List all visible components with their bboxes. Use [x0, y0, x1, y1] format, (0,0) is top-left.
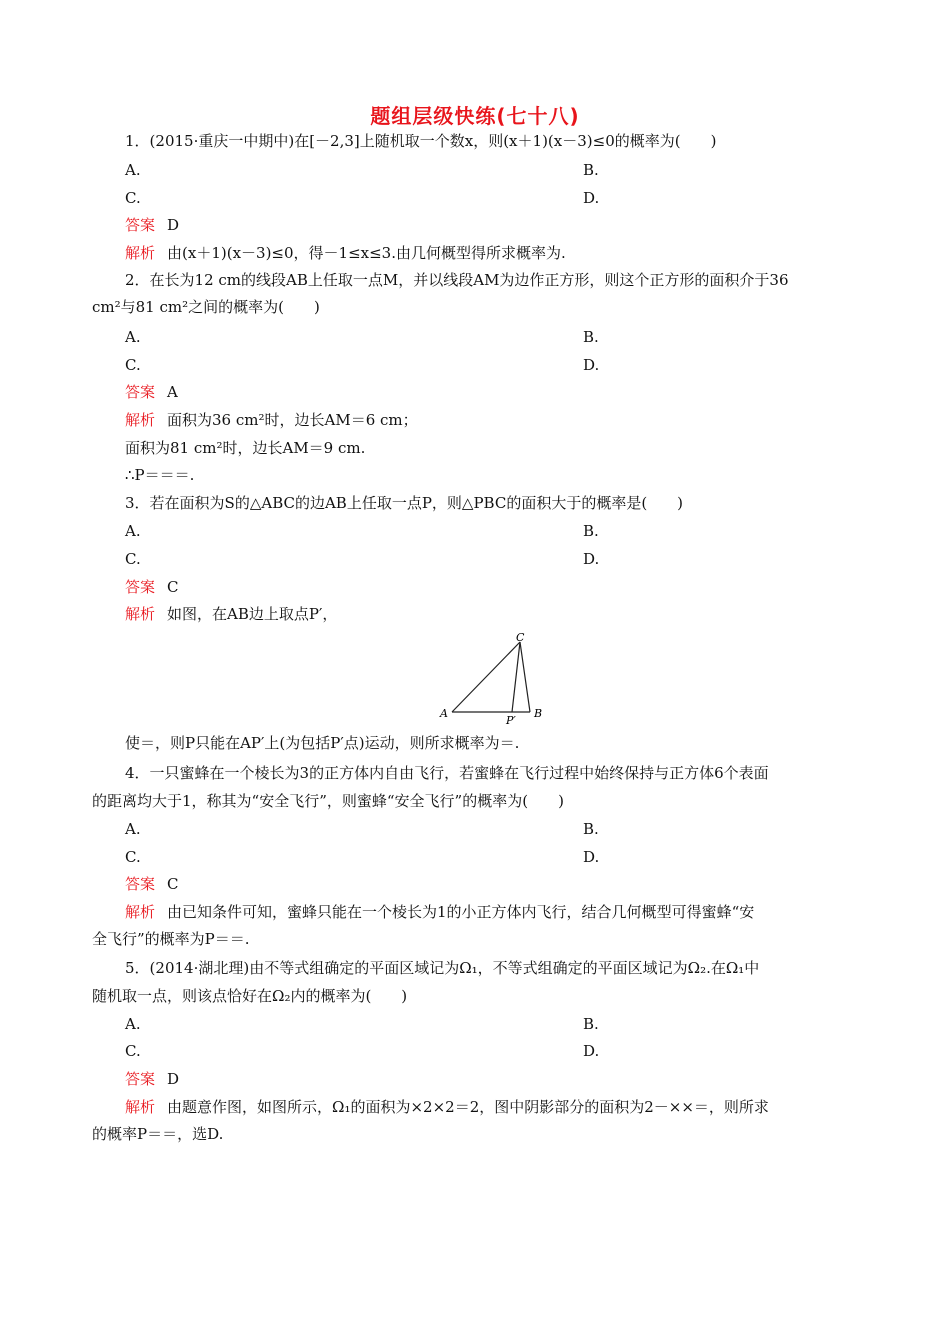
- question-5-stem-line1: 5．(2014·湖北理)由不等式组确定的平面区域记为Ω₁，不等式组确定的平面区域记为Ω₂.在Ω₁中: [125, 959, 760, 977]
- q3-options-cd: [125, 549, 600, 569]
- q2-answer: [125, 382, 178, 402]
- q2-solution-line2: 面积为81 cm²时，边长AM＝9 cm.: [125, 439, 366, 457]
- q4-answer-value: C: [167, 875, 179, 893]
- q1-option-b: B.: [583, 161, 599, 179]
- q5-solution-text-1: 由题意作图，如图所示，Ω₁的面积为×2×2＝2，图中阴影部分的面积为2－××＝，则所求: [167, 1098, 769, 1116]
- answer-label: 答案: [125, 875, 156, 893]
- answer-label: 答案: [125, 1070, 156, 1088]
- q2-option-a: A.: [125, 328, 141, 346]
- q1-option-c: C.: [125, 189, 141, 207]
- q2-options-cd: [125, 355, 600, 375]
- q1-option-a: A.: [125, 161, 141, 179]
- q5-options-ab: [125, 1014, 599, 1034]
- q2-answer-value: A: [167, 383, 178, 401]
- question-2-stem-line1: 2．在长为12 cm的线段AB上任取一点M，并以线段AM为边作正方形，则这个正方形的面积介于36: [125, 271, 789, 289]
- question-4-stem-line2: 的距离均大于1，称其为“安全飞行”，则蜜蜂“安全飞行”的概率为( ): [92, 792, 564, 810]
- label-b: B: [534, 707, 543, 720]
- q1-answer: [125, 215, 179, 235]
- q1-option-d: D.: [583, 189, 600, 207]
- solution-label: 解析: [125, 605, 156, 623]
- q5-option-a: A.: [125, 1015, 141, 1033]
- q5-solution-line1: [125, 1097, 769, 1117]
- q4-options-cd: [125, 847, 600, 867]
- q5-option-c: C.: [125, 1042, 141, 1060]
- side-ac: [452, 642, 520, 712]
- q5-option-d: D.: [583, 1042, 600, 1060]
- q4-answer: [125, 874, 179, 894]
- q4-options-ab: [125, 819, 599, 839]
- q3-solution-text-1: 如图，在AB边上取点P′，: [167, 605, 338, 623]
- q4-solution-line1: [125, 902, 754, 922]
- q5-option-b: B.: [583, 1015, 599, 1033]
- label-a: A: [440, 707, 448, 720]
- q2-solution-text-1: 面积为36 cm²时，边长AM＝6 cm；: [167, 411, 418, 429]
- q5-answer: [125, 1069, 179, 1089]
- q4-option-d: D.: [583, 848, 600, 866]
- segment-cp: [512, 642, 520, 712]
- q3-answer: [125, 577, 179, 597]
- question-2-stem-line2: cm²与81 cm²之间的概率为( ): [92, 298, 320, 316]
- q2-option-c: C.: [125, 356, 141, 374]
- question-1-stem: 1．(2015·重庆一中期中)在[－2,3]上随机取一个数x，则(x＋1)(x－3)≤0的概率为( ): [125, 132, 717, 150]
- q5-solution-line2: 的概率P＝＝，选D.: [92, 1125, 224, 1143]
- solution-label: 解析: [125, 411, 156, 429]
- q4-option-b: B.: [583, 820, 599, 838]
- q2-option-b: B.: [583, 328, 599, 346]
- q3-option-d: D.: [583, 550, 600, 568]
- q3-option-b: B.: [583, 522, 599, 540]
- solution-label: 解析: [125, 903, 156, 921]
- q3-solution-line1: [125, 604, 337, 624]
- q1-solution: [125, 243, 566, 263]
- q1-solution-text: 由(x＋1)(x－3)≤0，得－1≤x≤3.由几何概型得所求概率为.: [167, 244, 566, 262]
- q3-solution-line2: 使＝，则P只能在AP′上(为包括P′点)运动，则所求概率为＝.: [125, 734, 520, 752]
- triangle-figure: [436, 630, 556, 726]
- question-5-stem-line2: 随机取一点，则该点恰好在Ω₂内的概率为( ): [92, 987, 408, 1005]
- q1-options-ab: [125, 160, 599, 180]
- q2-options-ab: [125, 327, 599, 347]
- answer-label: 答案: [125, 216, 156, 234]
- q4-option-a: A.: [125, 820, 141, 838]
- solution-label: 解析: [125, 1098, 156, 1116]
- side-cb: [520, 642, 530, 712]
- q4-solution-text-1: 由已知条件可知，蜜蜂只能在一个棱长为1的小正方体内飞行，结合几何概型可得蜜蜂“安: [167, 903, 755, 921]
- q3-answer-value: C: [167, 578, 179, 596]
- q5-options-cd: [125, 1041, 600, 1061]
- question-4-stem-line1: 4．一只蜜蜂在一个棱长为3的正方体内自由飞行，若蜜蜂在飞行过程中始终保持与正方体6个表面: [125, 764, 769, 782]
- q2-option-d: D.: [583, 356, 600, 374]
- q2-solution-line1: [125, 410, 418, 430]
- question-3-stem: 3．若在面积为S的△ABC的边AB上任取一点P，则△PBC的面积大于的概率是( ): [125, 494, 684, 512]
- q2-solution-line3: ∴P＝＝＝.: [125, 466, 195, 484]
- answer-label: 答案: [125, 383, 156, 401]
- solution-label: 解析: [125, 244, 156, 262]
- label-p-prime: P′: [506, 714, 516, 726]
- q1-options-cd: [125, 188, 600, 208]
- q3-option-c: C.: [125, 550, 141, 568]
- q1-answer-value: D: [167, 216, 180, 234]
- q4-option-c: C.: [125, 848, 141, 866]
- q3-options-ab: [125, 521, 599, 541]
- q3-option-a: A.: [125, 522, 141, 540]
- label-c: C: [516, 631, 525, 644]
- answer-label: 答案: [125, 578, 156, 596]
- q4-solution-line2: 全飞行”的概率为P＝＝.: [92, 930, 250, 948]
- q5-answer-value: D: [167, 1070, 180, 1088]
- page-title: 题组层级快练(七十八): [370, 104, 580, 128]
